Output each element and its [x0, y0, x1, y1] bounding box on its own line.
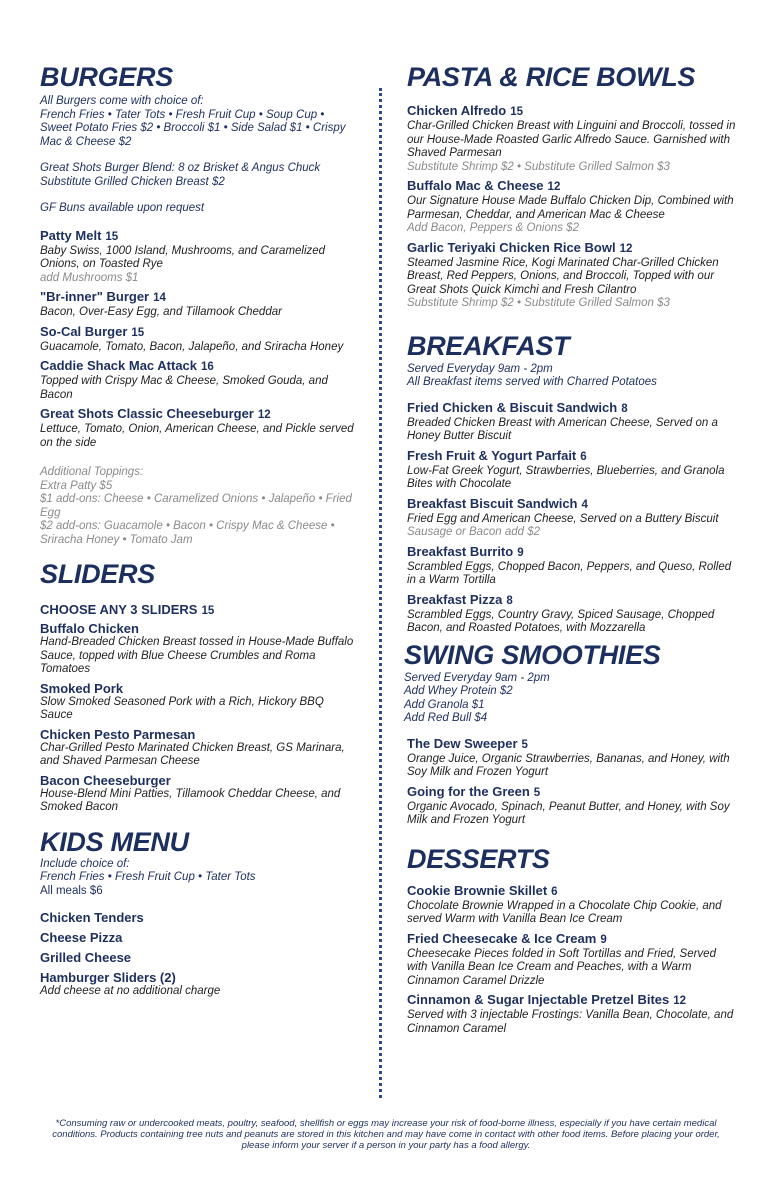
item-description: Organic Avocado, Spinach, Peanut Butter, and Honey, with Soy Milk and Frozen Yogurt — [407, 800, 730, 826]
sliders-choose: CHOOSE ANY 3 SLIDERS 15 — [40, 602, 215, 617]
item-price: 4 — [581, 498, 588, 511]
menu-item — [407, 103, 737, 174]
item-price: 8 — [506, 594, 513, 607]
toppings-2-dollar: $2 add-ons: Guacamole • Bacon • Crispy Mac & Cheese • Sriracha Honey • Tomato Jam — [40, 520, 335, 546]
burgers-sides: French Fries • Tater Tots • Fresh Fruit Cup • Soup Cup • Sweet Potato Fries $2 • Broccoli $1 • Side Salad $1 • Crispy Mac & Cheese $2 — [40, 108, 346, 148]
item-extra: Sausage or Bacon add $2 — [407, 526, 540, 538]
toppings-title: Additional Toppings: — [40, 466, 144, 478]
item-extra: Substitute Shrimp $2 • Substitute Grilled Salmon $3 — [407, 297, 670, 309]
smoothies-addon: Add Granola $1 — [404, 698, 485, 711]
menu-item — [407, 544, 737, 588]
desserts-heading: DESSERTS — [407, 843, 550, 874]
item-price: 5 — [533, 786, 541, 799]
item-description: Chocolate Brownie Wrapped in a Chocolate Chip Cookie, and served Warm with Vanilla Bean Ice Cream — [407, 899, 722, 925]
menu-item — [407, 883, 737, 927]
item-name: Great Shots Classic Cheeseburger 12 — [40, 406, 271, 421]
kids-item: Grilled Cheese — [40, 950, 132, 965]
menu-item — [40, 621, 358, 677]
item-extra: Substitute Shrimp $2 • Substitute Grilled Salmon $3 — [407, 160, 670, 173]
item-description: Char-Grilled Pesto Marinated Chicken Breast, GS Marinara, and Shaved Parmesan Cheese — [40, 741, 345, 767]
item-description: Cheesecake Pieces folded in Soft Tortillas and Fried, Served with Vanilla Bean Ice Cream and Peaches, with a Warm Cinnamon Caramel Drizzle — [407, 947, 716, 987]
item-name: Buffalo Chicken — [40, 621, 139, 636]
additional-toppings — [40, 466, 358, 547]
menu-item — [407, 496, 737, 540]
menu-item — [40, 228, 358, 286]
item-description: Scrambled Eggs, Chopped Bacon, Peppers, and Queso, Rolled in a Warm Tortilla — [407, 560, 732, 586]
kids-intro: Include choice of: — [40, 857, 130, 870]
item-description: Steamed Jasmine Rice, Kogi Marinated Char-Grilled Chicken Breast, Red Peppers, Onions, and Broccoli, Topped with our Great Shots Quick Kimchi and Fresh Cilantro — [407, 256, 719, 296]
item-name: Buffalo Mac & Cheese 12 — [407, 178, 561, 193]
item-description: Served with 3 injectable Frostings: Vanilla Bean, Chocolate, and Cinnamon Caramel — [407, 1009, 734, 1035]
menu-item — [40, 324, 358, 355]
item-name: Fresh Fruit & Yogurt Parfait 6 — [407, 447, 587, 463]
smoothies-heading: SWING SMOOTHIES — [404, 639, 661, 670]
kids-heading: KIDS MENU — [40, 826, 189, 857]
breakfast-section — [407, 330, 737, 636]
sliders-price: 15 — [201, 605, 215, 617]
kids-item: Cheese Pizza — [40, 930, 123, 945]
item-description: Char-Grilled Chicken Breast with Linguini and Broccoli, tossed in our House-Made Roasted Garlic Alfredo Sauce. Garnished with Shaved Parmesan — [407, 120, 736, 159]
item-description: Bacon, Over-Easy Egg, and Tillamook Cheddar — [40, 306, 282, 318]
kids-price: All meals $6 — [40, 884, 103, 897]
burgers-heading: BURGERS — [40, 62, 173, 92]
left-column — [40, 64, 358, 999]
item-name: Fried Chicken & Biscuit Sandwich 8 — [407, 399, 628, 415]
item-description: House-Blend Mini Patties, Tillamook Cheddar Cheese, and Smoked Bacon — [40, 787, 341, 813]
item-price: 9 — [517, 546, 524, 559]
kids-sides: French Fries • Fresh Fruit Cup • Tater Tots — [40, 871, 256, 883]
item-name: Breakfast Burrito 9 — [407, 543, 524, 559]
breakfast-note: All Breakfast items served with Charred Potatoes — [407, 376, 657, 388]
item-name: Caddie Shack Mac Attack 16 — [40, 358, 214, 373]
item-description: Topped with Crispy Mac & Cheese, Smoked Gouda, and Bacon — [40, 375, 328, 401]
breakfast-hours: Served Everyday 9am - 2pm — [407, 362, 553, 375]
item-name: Breakfast Pizza 8 — [407, 591, 513, 607]
menu-item — [407, 178, 737, 236]
menu-item — [40, 773, 358, 815]
kids-item-description: Add cheese at no additional charge — [40, 985, 221, 997]
item-price: 12 — [257, 409, 271, 421]
item-price: 16 — [201, 361, 214, 373]
item-price: 6 — [580, 450, 587, 463]
burgers-intro: All Burgers come with choice of: — [40, 95, 204, 107]
item-name: Chicken Pesto Parmesan — [40, 726, 196, 742]
menu-item — [407, 784, 737, 828]
menu-item — [40, 681, 358, 723]
sliders-section — [40, 561, 358, 815]
item-description: Our Signature House Made Buffalo Chicken Dip, Combined with Parmesan, Cheddar, and American Mac & Cheese — [407, 195, 734, 221]
menu-item — [407, 592, 737, 636]
item-name: Cinnamon & Sugar Injectable Pretzel Bites 12 — [407, 992, 687, 1007]
item-name: Patty Melt 15 — [40, 227, 119, 243]
item-price: 14 — [153, 292, 166, 304]
pasta-heading: PASTA & RICE BOWLS — [407, 62, 696, 92]
item-name: The Dew Sweeper 5 — [407, 735, 528, 751]
kids-item: Hamburger Sliders (2) — [40, 970, 176, 985]
smoothies-addon: Add Whey Protein $2 — [404, 685, 513, 697]
column-divider — [379, 88, 382, 1098]
breakfast-heading: BREAKFAST — [407, 330, 570, 361]
right-column — [404, 62, 737, 1040]
smoothies-section — [404, 639, 737, 828]
toppings-1-dollar: $1 add-ons: Cheese • Caramelized Onions • Jalapeño • Fried Egg — [40, 493, 352, 519]
item-price: 12 — [547, 181, 561, 193]
item-description: Breaded Chicken Breast with American Cheese, Served on a Honey Butter Biscuit — [407, 416, 718, 442]
item-extra: add Mushrooms $1 — [40, 271, 139, 284]
item-price: 9 — [600, 933, 607, 946]
item-description: Baby Swiss, 1000 Island, Mushrooms, and Caramelized Onions, on Toasted Rye — [40, 244, 326, 270]
item-name: Chicken Alfredo 15 — [407, 103, 523, 118]
item-price: 15 — [105, 230, 119, 243]
kids-section — [40, 826, 358, 999]
menu-item — [40, 358, 358, 402]
smoothies-hours: Served Everyday 9am - 2pm — [404, 671, 550, 684]
item-name: Bacon Cheeseburger — [40, 772, 171, 788]
item-name: Smoked Pork — [40, 680, 124, 696]
menu-item — [407, 992, 737, 1036]
item-name: Garlic Teriyaki Chicken Rice Bowl 12 — [407, 239, 633, 255]
burgers-substitute: Substitute Grilled Chicken Breast $2 — [40, 175, 225, 188]
item-price: 12 — [619, 242, 633, 255]
kids-item: Chicken Tenders — [40, 910, 144, 925]
item-price: 8 — [621, 402, 628, 415]
item-description: Low-Fat Greek Yogurt, Strawberries, Blueberries, and Granola Bites with Chocolate — [407, 464, 725, 490]
item-extra: Add Bacon, Peppers & Onions $2 — [407, 222, 579, 234]
menu-item — [407, 240, 737, 311]
item-name: So-Cal Burger 15 — [40, 323, 145, 339]
item-name: Cookie Brownie Skillet 6 — [407, 882, 558, 898]
item-description: Scrambled Eggs, Country Gravy, Spiced Sausage, Chopped Bacon, and Roasted Potatoes, with Mozzarella — [407, 608, 715, 634]
allergy-disclaimer: *Consuming raw or undercooked meats, poultry, seafood, shellfish or eggs may increase your risk of food-borne illness, especially if you have certain medical conditions. Products containing tree nuts and peanuts are stored in this kitchen and may have come in contact with other food items. Before placing your order, please inform your server if a person in your party has a food allergy. — [52, 1118, 720, 1151]
item-price: 12 — [673, 995, 687, 1007]
item-description: Hand-Breaded Chicken Breast tossed in House-Made Buffalo Sauce, topped with Blue Cheese Crumbles and Roma Tomatoes — [40, 636, 354, 675]
burgers-section — [40, 64, 358, 547]
smoothies-addon: Add Red Bull $4 — [404, 712, 488, 724]
menu-item — [407, 400, 737, 444]
sliders-heading: SLIDERS — [40, 559, 155, 589]
desserts-section — [407, 843, 737, 1037]
menu-item — [407, 931, 737, 989]
item-price: 15 — [510, 106, 523, 118]
burgers-blend: Great Shots Burger Blend: 8 oz Brisket & Angus Chuck — [40, 162, 321, 174]
item-description: Orange Juice, Organic Strawberries, Bananas, and Honey, with Soy Milk and Frozen Yogurt — [407, 752, 730, 778]
item-name: "Br-inner" Burger 14 — [40, 289, 166, 304]
item-description: Guacamole, Tomato, Bacon, Jalapeño, and Sriracha Honey — [40, 340, 344, 353]
item-price: 6 — [551, 885, 558, 898]
menu-item — [407, 448, 737, 492]
item-price: 15 — [131, 326, 145, 339]
toppings-extra-patty: Extra Patty $5 — [40, 479, 113, 492]
menu-item — [40, 406, 358, 450]
item-price: 5 — [521, 738, 528, 751]
item-description: Fried Egg and American Cheese, Served on a Buttery Biscuit — [407, 512, 719, 525]
item-description: Slow Smoked Seasoned Pork with a Rich, Hickory BBQ Sauce — [40, 695, 324, 721]
menu-item — [407, 736, 737, 780]
item-name: Fried Cheesecake & Ice Cream 9 — [407, 930, 607, 946]
burgers-gf-note: GF Buns available upon request — [40, 202, 205, 214]
item-name: Going for the Green 5 — [407, 783, 541, 799]
pasta-section — [407, 64, 737, 311]
item-description: Lettuce, Tomato, Onion, American Cheese, and Pickle served on the side — [40, 423, 354, 449]
menu-item — [40, 289, 358, 320]
menu-item — [40, 727, 358, 769]
item-name: Breakfast Biscuit Sandwich 4 — [407, 495, 588, 511]
